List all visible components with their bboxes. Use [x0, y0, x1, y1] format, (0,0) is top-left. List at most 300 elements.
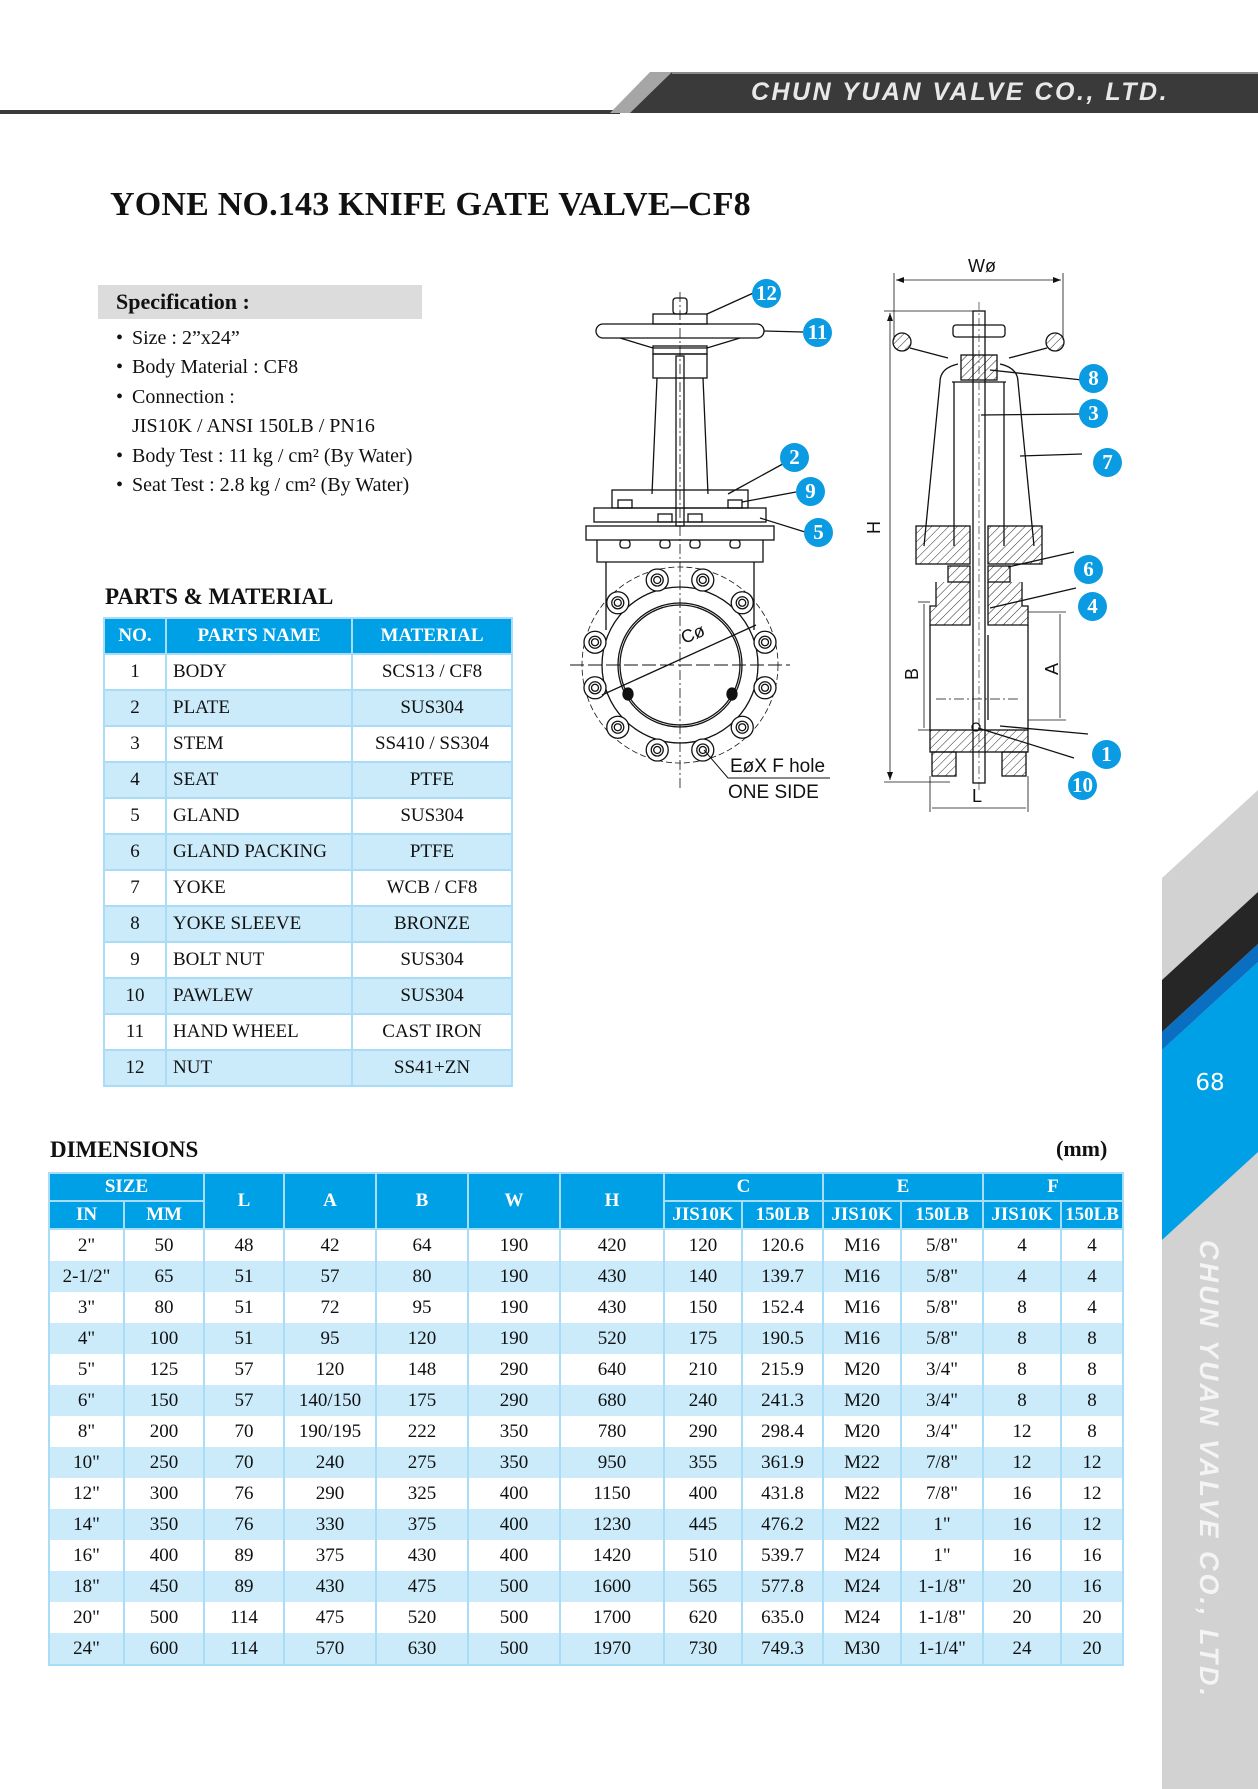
part-name: BODY: [166, 654, 352, 690]
page-title: YONE NO.143 KNIFE GATE VALVE–CF8: [110, 186, 751, 223]
parts-row: [104, 654, 512, 690]
dim-l: 76: [204, 1509, 284, 1540]
e-150lb: 3/4": [901, 1416, 983, 1447]
parts-row: [104, 870, 512, 906]
c-jis10k: 150: [664, 1292, 742, 1323]
part-material: SUS304: [352, 978, 512, 1014]
size-in: 2-1/2": [49, 1261, 124, 1292]
size-mm: 250: [124, 1447, 204, 1478]
dim-h: 1970: [560, 1633, 664, 1665]
lug: [646, 569, 668, 591]
bullet: •: [116, 386, 124, 408]
dim-h: 950: [560, 1447, 664, 1478]
e-150lb: 1-1/8": [901, 1571, 983, 1602]
c-jis10k: 445: [664, 1509, 742, 1540]
size-mm: 200: [124, 1416, 204, 1447]
dim-b: 375: [376, 1509, 468, 1540]
e-jis10k: M22: [823, 1478, 901, 1509]
dim-header-row-1: [49, 1173, 1123, 1201]
col-header-material: MATERIAL: [352, 618, 512, 654]
size-mm: 350: [124, 1509, 204, 1540]
size-in: 6": [49, 1385, 124, 1416]
seat-mark: [727, 688, 737, 700]
parts-row: [104, 726, 512, 762]
dim-w: 500: [468, 1602, 560, 1633]
c-150lb: 120.6: [742, 1229, 823, 1261]
f-150lb: 16: [1061, 1540, 1123, 1571]
part-material: SS41+ZN: [352, 1050, 512, 1086]
dimensions-row: [49, 1633, 1123, 1665]
c-150lb: 577.8: [742, 1571, 823, 1602]
size-in: 2": [49, 1229, 124, 1261]
lug: [692, 569, 714, 591]
dim-w: 290: [468, 1385, 560, 1416]
col-header-mm: MM: [124, 1201, 204, 1229]
f-jis10k: 8: [983, 1385, 1061, 1416]
f-150lb: 20: [1061, 1633, 1123, 1665]
dimensions-row: [49, 1447, 1123, 1478]
part-material: PTFE: [352, 762, 512, 798]
h-label: H: [864, 521, 884, 534]
part-no: 5: [104, 798, 166, 834]
c-150lb: 361.9: [742, 1447, 823, 1478]
col-header-c-150lb: 150LB: [742, 1201, 823, 1229]
c-150lb: 139.7: [742, 1261, 823, 1292]
parts-row: [104, 798, 512, 834]
yoke-outer: [924, 364, 1034, 546]
col-header-w: W: [468, 1173, 560, 1229]
part-name: YOKE SLEEVE: [166, 906, 352, 942]
col-header-f-jis10k: JIS10K: [983, 1201, 1061, 1229]
dim-h: 1420: [560, 1540, 664, 1571]
dim-l: 57: [204, 1354, 284, 1385]
part-material: BRONZE: [352, 906, 512, 942]
e-150lb: 7/8": [901, 1478, 983, 1509]
c-jis10k: 355: [664, 1447, 742, 1478]
e-150lb: 5/8": [901, 1229, 983, 1261]
col-header-b: B: [376, 1173, 468, 1229]
size-mm: 150: [124, 1385, 204, 1416]
part-material: CAST IRON: [352, 1014, 512, 1050]
dimensions-row: [49, 1261, 1123, 1292]
dim-a: 42: [284, 1229, 376, 1261]
dim-w: 190: [468, 1229, 560, 1261]
part-name: PAWLEW: [166, 978, 352, 1014]
c-jis10k: 140: [664, 1261, 742, 1292]
e-jis10k: M22: [823, 1447, 901, 1478]
lug: [607, 716, 629, 738]
dimensions-heading: DIMENSIONS: [50, 1137, 199, 1162]
e-150lb: 3/4": [901, 1354, 983, 1385]
hole-note-2: ONE SIDE: [728, 782, 819, 803]
size-in: 5": [49, 1354, 124, 1385]
dim-w: 350: [468, 1447, 560, 1478]
dim-a: 190/195: [284, 1416, 376, 1447]
e-150lb: 1": [901, 1509, 983, 1540]
f-150lb: 12: [1061, 1509, 1123, 1540]
dim-w: 290: [468, 1354, 560, 1385]
l-label: L: [972, 786, 983, 806]
dim-w: 400: [468, 1478, 560, 1509]
dim-h: 640: [560, 1354, 664, 1385]
f-jis10k: 8: [983, 1354, 1061, 1385]
spec-heading: Specification :: [116, 289, 250, 314]
bullet: •: [116, 356, 124, 378]
w-dia-label: Wø: [968, 256, 996, 276]
size-in: 4": [49, 1323, 124, 1354]
part-name: PLATE: [166, 690, 352, 726]
dim-b: 175: [376, 1385, 468, 1416]
callout-9: 9: [796, 477, 825, 506]
e-150lb: 5/8": [901, 1292, 983, 1323]
dim-a: 140/150: [284, 1385, 376, 1416]
dim-h: 430: [560, 1261, 664, 1292]
dim-h: 680: [560, 1385, 664, 1416]
dim-b: 80: [376, 1261, 468, 1292]
size-in: 12": [49, 1478, 124, 1509]
part-no: 2: [104, 690, 166, 726]
f-jis10k: 4: [983, 1261, 1061, 1292]
e-jis10k: M20: [823, 1354, 901, 1385]
lug: [607, 592, 629, 614]
dim-h: 420: [560, 1229, 664, 1261]
part-material: PTFE: [352, 834, 512, 870]
part-no: 6: [104, 834, 166, 870]
dim-a: 570: [284, 1633, 376, 1665]
parts-row: [104, 1050, 512, 1086]
e-150lb: 5/8": [901, 1261, 983, 1292]
dim-w: 400: [468, 1509, 560, 1540]
part-name: HAND WHEEL: [166, 1014, 352, 1050]
parts-heading: PARTS & MATERIAL: [105, 584, 334, 609]
callout-4: 4: [1078, 592, 1107, 621]
part-no: 3: [104, 726, 166, 762]
parts-row: [104, 906, 512, 942]
dim-b: 325: [376, 1478, 468, 1509]
f-150lb: 8: [1061, 1385, 1123, 1416]
dim-l: 70: [204, 1416, 284, 1447]
dim-l: 89: [204, 1540, 284, 1571]
callout-8: 8: [1079, 364, 1108, 393]
gland-left: [916, 526, 970, 564]
size-mm: 50: [124, 1229, 204, 1261]
spec-line: [116, 445, 412, 468]
c-jis10k: 240: [664, 1385, 742, 1416]
e-jis10k: M16: [823, 1261, 901, 1292]
dim-a: 120: [284, 1354, 376, 1385]
size-in: 3": [49, 1292, 124, 1323]
dim-h: 430: [560, 1292, 664, 1323]
part-name: BOLT NUT: [166, 942, 352, 978]
b-label: B: [902, 667, 922, 680]
dim-b: 630: [376, 1633, 468, 1665]
f-150lb: 8: [1061, 1416, 1123, 1447]
size-mm: 500: [124, 1602, 204, 1633]
dim-b: 520: [376, 1602, 468, 1633]
dimensions-table: [48, 1172, 1124, 1666]
bullet: •: [116, 474, 124, 496]
lug: [584, 677, 606, 699]
part-name: GLAND: [166, 798, 352, 834]
dim-a: 430: [284, 1571, 376, 1602]
f-150lb: 12: [1061, 1478, 1123, 1509]
part-name: STEM: [166, 726, 352, 762]
part-material: SS410 / SS304: [352, 726, 512, 762]
e-jis10k: M30: [823, 1633, 901, 1665]
bullet: •: [116, 327, 124, 349]
dim-l: 57: [204, 1385, 284, 1416]
parts-row: [104, 690, 512, 726]
col-header-l: L: [204, 1173, 284, 1229]
callout-5: 5: [804, 518, 833, 547]
dim-b: 64: [376, 1229, 468, 1261]
bullet: •: [116, 445, 124, 467]
leader-5: [760, 518, 805, 532]
f-jis10k: 20: [983, 1571, 1061, 1602]
e-jis10k: M20: [823, 1385, 901, 1416]
e-150lb: 1": [901, 1540, 983, 1571]
part-no: 10: [104, 978, 166, 1014]
part-no: 9: [104, 942, 166, 978]
c-jis10k: 400: [664, 1478, 742, 1509]
c-150lb: 431.8: [742, 1478, 823, 1509]
dim-h: 1230: [560, 1509, 664, 1540]
f-150lb: 4: [1061, 1261, 1123, 1292]
dim-a: 72: [284, 1292, 376, 1323]
c-jis10k: 510: [664, 1540, 742, 1571]
c-150lb: 215.9: [742, 1354, 823, 1385]
dimensions-row: [49, 1416, 1123, 1447]
f-jis10k: 4: [983, 1229, 1061, 1261]
part-material: SUS304: [352, 942, 512, 978]
spec-text: Seat Test : 2.8 kg / cm² (By Water): [132, 474, 410, 496]
parts-row: [104, 762, 512, 798]
size-in: 18": [49, 1571, 124, 1602]
e-jis10k: M16: [823, 1323, 901, 1354]
e-jis10k: M16: [823, 1229, 901, 1261]
parts-body: [104, 654, 512, 1086]
size-in: 16": [49, 1540, 124, 1571]
dim-l: 51: [204, 1292, 284, 1323]
spec-line: [116, 356, 298, 379]
spec-line: [116, 474, 409, 497]
spec-line: [116, 327, 240, 350]
e-150lb: 1-1/8": [901, 1602, 983, 1633]
a-label: A: [1042, 662, 1062, 675]
spec-text: Body Material : CF8: [132, 356, 299, 378]
dimensions-unit: (mm): [1056, 1136, 1108, 1161]
dim-l: 51: [204, 1261, 284, 1292]
lug: [754, 631, 776, 653]
size-mm: 400: [124, 1540, 204, 1571]
dim-h: 1600: [560, 1571, 664, 1602]
parts-row: [104, 978, 512, 1014]
handwheel-rim-right: [1046, 333, 1064, 351]
dim-a: 240: [284, 1447, 376, 1478]
dim-l: 70: [204, 1447, 284, 1478]
body-lower: [930, 730, 1028, 752]
col-header-e-jis10k: JIS10K: [823, 1201, 901, 1229]
part-material: WCB / CF8: [352, 870, 512, 906]
dimensions-row: [49, 1323, 1123, 1354]
parts-header-row: [104, 618, 512, 654]
f-jis10k: 16: [983, 1540, 1061, 1571]
f-jis10k: 16: [983, 1509, 1061, 1540]
col-header-e: E: [823, 1173, 983, 1201]
f-jis10k: 12: [983, 1447, 1061, 1478]
packing-right: [988, 566, 1010, 582]
part-no: 7: [104, 870, 166, 906]
dim-h: 1700: [560, 1602, 664, 1633]
foot-left: [932, 752, 956, 776]
callout-12: 12: [752, 279, 781, 308]
gland-right: [988, 526, 1042, 564]
dim-l: 89: [204, 1571, 284, 1602]
callout-11: 11: [803, 318, 832, 347]
f-150lb: 4: [1061, 1292, 1123, 1323]
col-header-e-150lb: 150LB: [901, 1201, 983, 1229]
dim-h: 780: [560, 1416, 664, 1447]
dim-l: 114: [204, 1602, 284, 1633]
dimensions-row: [49, 1571, 1123, 1602]
callout-10: 10: [1068, 771, 1097, 800]
lug: [754, 677, 776, 699]
e-150lb: 3/4": [901, 1385, 983, 1416]
f-jis10k: 24: [983, 1633, 1061, 1665]
f-150lb: 8: [1061, 1323, 1123, 1354]
dim-b: 95: [376, 1292, 468, 1323]
e-jis10k: M24: [823, 1540, 901, 1571]
dim-a: 290: [284, 1478, 376, 1509]
dim-a: 95: [284, 1323, 376, 1354]
size-in: 20": [49, 1602, 124, 1633]
dimensions-row: [49, 1229, 1123, 1261]
size-mm: 100: [124, 1323, 204, 1354]
f-150lb: 4: [1061, 1229, 1123, 1261]
c-150lb: 749.3: [742, 1633, 823, 1665]
f-jis10k: 8: [983, 1292, 1061, 1323]
callout-3: 3: [1079, 399, 1108, 428]
dimensions-row: [49, 1509, 1123, 1540]
dim-a: 375: [284, 1540, 376, 1571]
dim-a: 57: [284, 1261, 376, 1292]
dim-b: 120: [376, 1323, 468, 1354]
c-150lb: 241.3: [742, 1385, 823, 1416]
parts-row: [104, 834, 512, 870]
hole-note-1: EøX F hole: [730, 756, 826, 777]
e-jis10k: M20: [823, 1416, 901, 1447]
f-jis10k: 8: [983, 1323, 1061, 1354]
size-mm: 300: [124, 1478, 204, 1509]
c-dia-label: Cø: [678, 620, 708, 648]
leader-7: [1020, 454, 1082, 456]
parts-table: [103, 617, 513, 1087]
spec-text: Size : 2”x24”: [132, 327, 240, 349]
dim-a: 475: [284, 1602, 376, 1633]
col-header-c: C: [664, 1173, 823, 1201]
e-jis10k: M22: [823, 1509, 901, 1540]
dimensions-row: [49, 1354, 1123, 1385]
dim-b: 275: [376, 1447, 468, 1478]
f-jis10k: 16: [983, 1478, 1061, 1509]
part-no: 11: [104, 1014, 166, 1050]
col-header-in: IN: [49, 1201, 124, 1229]
size-mm: 600: [124, 1633, 204, 1665]
lug: [731, 592, 753, 614]
part-no: 8: [104, 906, 166, 942]
c-jis10k: 620: [664, 1602, 742, 1633]
side-view-drawing: [860, 250, 1120, 830]
col-header-f-150lb: 150LB: [1061, 1201, 1123, 1229]
lug: [731, 716, 753, 738]
dim-a: 330: [284, 1509, 376, 1540]
lug: [584, 631, 606, 653]
col-header-size: SIZE: [49, 1173, 204, 1201]
c-jis10k: 175: [664, 1323, 742, 1354]
e-jis10k: M24: [823, 1571, 901, 1602]
dim-b: 148: [376, 1354, 468, 1385]
part-no: 12: [104, 1050, 166, 1086]
callout-6: 6: [1074, 555, 1103, 584]
dimensions-row: [49, 1602, 1123, 1633]
size-mm: 450: [124, 1571, 204, 1602]
header-company-name: CHUN YUAN VALVE CO., LTD.: [750, 78, 1170, 106]
part-no: 4: [104, 762, 166, 798]
dim-b: 430: [376, 1540, 468, 1571]
f-150lb: 12: [1061, 1447, 1123, 1478]
size-mm: 80: [124, 1292, 204, 1323]
leader-8: [990, 370, 1082, 380]
f-150lb: 20: [1061, 1602, 1123, 1633]
c-150lb: 539.7: [742, 1540, 823, 1571]
leader-3: [981, 414, 1082, 415]
c-jis10k: 290: [664, 1416, 742, 1447]
col-header-parts-name: PARTS NAME: [166, 618, 352, 654]
size-in: 8": [49, 1416, 124, 1447]
dim-l: 114: [204, 1633, 284, 1665]
dimensions-row: [49, 1385, 1123, 1416]
part-name: SEAT: [166, 762, 352, 798]
sidebar-vertical-text: [1162, 1240, 1258, 1720]
c-jis10k: 120: [664, 1229, 742, 1261]
leader-9: [742, 492, 796, 502]
parts-row: [104, 942, 512, 978]
dim-l: 51: [204, 1323, 284, 1354]
c-jis10k: 210: [664, 1354, 742, 1385]
part-material: SUS304: [352, 798, 512, 834]
c-jis10k: 730: [664, 1633, 742, 1665]
e-150lb: 1-1/4": [901, 1633, 983, 1665]
f-150lb: 8: [1061, 1354, 1123, 1385]
spec-text: Connection :: [132, 386, 235, 408]
page-number: 68: [1195, 1070, 1225, 1096]
spec-text: Body Test : 11 kg / cm² (By Water): [132, 445, 413, 467]
leader-2: [728, 460, 790, 494]
foot-right: [1002, 752, 1026, 776]
f-150lb: 16: [1061, 1571, 1123, 1602]
dim-w: 500: [468, 1571, 560, 1602]
dim-w: 190: [468, 1261, 560, 1292]
col-header-c-jis10k: JIS10K: [664, 1201, 742, 1229]
packing-left: [948, 566, 970, 582]
col-header-h: H: [560, 1173, 664, 1229]
part-material: SUS304: [352, 690, 512, 726]
handwheel-rim-left: [893, 333, 911, 351]
c-150lb: 635.0: [742, 1602, 823, 1633]
callout-1: 1: [1092, 740, 1121, 769]
spec-line: [116, 386, 235, 409]
e-150lb: 7/8": [901, 1447, 983, 1478]
